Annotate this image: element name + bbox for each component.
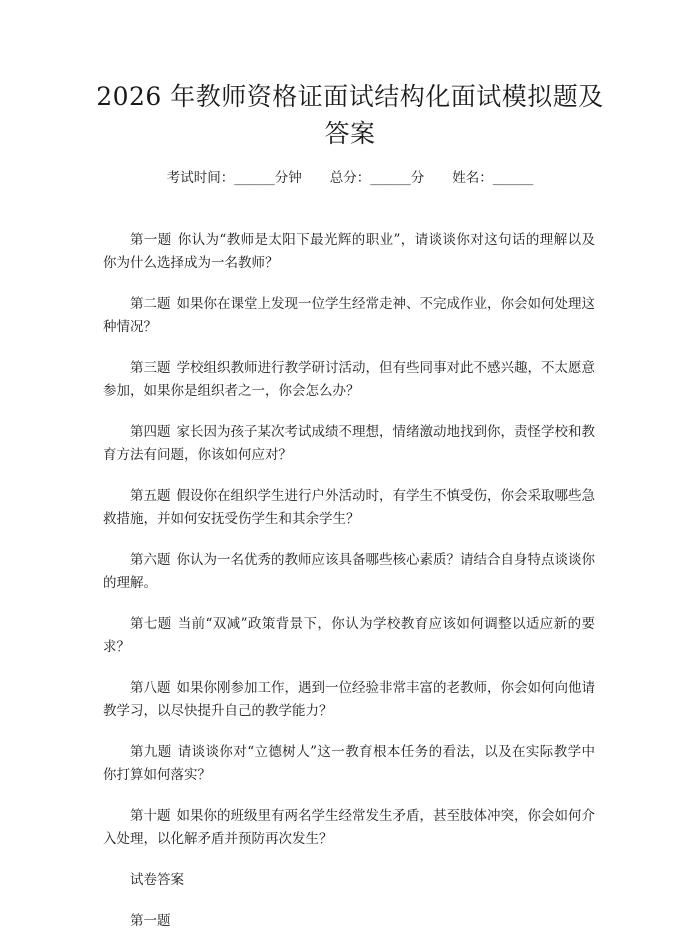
question-text: 如果你的班级里有两名学生经常发生矛盾，甚至肢体冲突，你会如何介入处理，以化解矛盾并预防再次发生？ <box>103 808 595 847</box>
question-number: 第三题 <box>130 360 171 376</box>
question-item <box>103 549 595 595</box>
question-number: 第八题 <box>130 680 171 696</box>
question-item <box>103 485 595 531</box>
exam-time-label: 考试时间：______分钟 <box>166 170 302 186</box>
question-item <box>103 613 595 659</box>
question-text: 当前“双减”政策背景下，你认为学校教育应该如何调整以适应新的要求？ <box>103 616 595 655</box>
question-item <box>103 229 595 275</box>
question-text: 如果你刚参加工作，遇到一位经验非常丰富的老教师，你会如何向他请教学习，以尽快提升自己的教学能力？ <box>103 680 595 719</box>
page-title <box>90 78 610 152</box>
first-answer-label: 第一题 <box>130 913 171 929</box>
question-text: 你认为一名优秀的教师应该具备哪些核心素质？请结合自身特点谈谈你的理解。 <box>103 552 595 591</box>
total-score-label: 总分：______分 <box>329 170 425 186</box>
question-number: 第五题 <box>130 488 171 504</box>
question-item <box>103 677 595 723</box>
name-label: 姓名：______ <box>452 170 534 186</box>
question-item <box>103 421 595 467</box>
question-text: 你认为“教师是太阳下最光辉的职业”，请谈谈你对这句话的理解以及你为什么选择成为一名教师？ <box>103 232 595 271</box>
question-number: 第四题 <box>130 424 171 440</box>
exam-meta <box>0 168 700 188</box>
question-item <box>103 741 595 787</box>
question-text: 如果你在课堂上发现一位学生经常走神、不完成作业，你会如何处理这种情况？ <box>103 296 595 335</box>
title-line-2: 答案 <box>324 119 376 148</box>
question-item <box>103 805 595 851</box>
question-number: 第九题 <box>130 744 172 760</box>
question-number: 第二题 <box>130 296 171 312</box>
question-number: 第七题 <box>130 616 172 632</box>
question-item <box>103 293 595 339</box>
document-body <box>103 229 595 951</box>
question-item <box>103 357 595 403</box>
answers-heading: 试卷答案 <box>130 872 184 888</box>
title-line-1: 2026 年教师资格证面试结构化面试模拟题及 <box>96 82 604 111</box>
question-text: 家长因为孩子某次考试成绩不理想，情绪激动地找到你，责怪学校和教育方法有问题，你该如何应对？ <box>103 424 595 463</box>
question-text: 假设你在组织学生进行户外活动时，有学生不慎受伤，你会采取哪些急救措施，并如何安抚受伤学生和其余学生？ <box>103 488 595 527</box>
question-number: 第一题 <box>130 232 172 248</box>
question-text: 学校组织教师进行教学研讨活动，但有些同事对此不感兴趣，不太愿意参加，如果你是组织者之一，你会怎么办？ <box>103 360 595 399</box>
question-number: 第六题 <box>130 552 171 568</box>
question-text: 请谈谈你对“立德树人”这一教育根本任务的看法，以及在实际教学中你打算如何落实？ <box>103 744 595 783</box>
question-number: 第十题 <box>130 808 171 824</box>
